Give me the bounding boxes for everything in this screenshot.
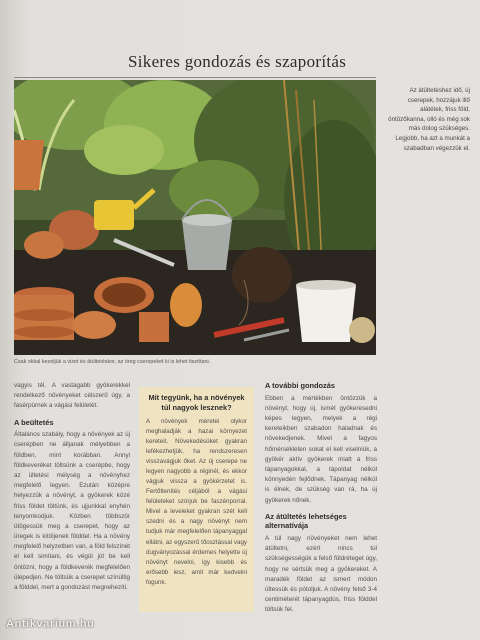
heading-planting: A beültetés — [14, 417, 54, 427]
column-left-intro: vagyis tél. A vastagabb gyökerekkel rendelkező növényeket célszerű úgy, a fasérpürnek a vágási felületét. — [14, 382, 130, 410]
photo-caption: Csak okkal kezeljük a vizet és átültetéskor, az öreg cserepeket ki is lehet tisztítani. — [14, 359, 211, 365]
column-left — [14, 381, 130, 597]
column-left-body: Általános szabály, hogy a növények az új cserépben ne álljanak mélyebben a földben, mint korábban. Annyi földkeveréket töltsünk a cserépbe, hogy az ültetési mélység a növényhez megfelelő legyen. Ezután középre helyezzük a növényt, a gyökerek közé friss földet töltünk, és ujjunkkal enyhén lenyomkodjuk. Közben többször ütögessük meg a cserepet, hogy az üregek is kitöljenek földdel. Ha a növény megfelelő helyzetben van, a föld felszínét el kell simítani, és végül jól be kell öntözni, hogy a földkeverék megfelelően ülepedjen. Ne töltsük a cserepet színültig a földdel, mert a gondozást megnehezíti. — [14, 431, 130, 591]
column-right-body-2: A túl nagy növényeket nem lehet átültetni, ezért nincs túl szükségességük a felső földréteget úgy, hogy ne sértsük meg a gyökereket. A maradék földet az ismert módon ültessük és pótoljuk. A növény felső 3-4 centiméterét tápanyagdús, friss földdel töltsük fel. — [265, 534, 377, 614]
tip-box-body: A növények méretei olykor meghaladják a hazai környezet kereteit. Növekedésüket gyakran lefékezhetjük, ha rendszeresen visszavágjuk őket. Az új cserepe ne legyen nagyobb a réginél, és ekkor vágjuk vissza a gyökérzetet is. Fertőtlenítés céljából a vágási felületeket szórjuk be faszénporral. Mivel a leveleket gyakran szét kell szedni és a nagy növényt nem tudjuk már megfelelően tápanyaggal ellátni, az egyszerű tőosztással vagy dugványozással érdemes helyette új növényt nevelni, így kisebb és erősebb lesz, amit már kedvelni fogunk. — [146, 417, 247, 586]
watermark: Antikvarium.hu — [6, 618, 95, 630]
column-right-body-1: Ebben a mértékben öntözzük a növényt, hogy új, ismét gyökeresedni képes legyen, melyek a régi kereteikben szabadon haladnak és növekedjenek. Mivel a fagyos hőmérsékleten sokat el kell viselniük, a gyökér aktív gyökerek miatt a friss tápanyagokkal, a tápoldat nélkül könnyedén fejlődnek. Tápanyag nélkül is élnek, de szükség van rá, ha új gyökerek nőnek. — [265, 394, 377, 504]
gardening-photo — [14, 80, 376, 355]
heading-further-care: A további gondozás — [265, 381, 335, 390]
column-right — [265, 381, 377, 619]
side-note: Az átültetéshez idő, új cserepek, hozzájuk illő alátétek, friss föld, öntözőkanna, olló és még sok más dolog szükséges. Legjobb, ha azt a munkát a szabadban végezzük el. — [388, 87, 470, 152]
page-title: Sikeres gondozás és szaporítás — [128, 52, 347, 71]
tip-box-heading: Mit tegyünk, ha a növények túl nagyok lesznek? — [148, 393, 245, 412]
title-divider — [14, 77, 376, 78]
heading-alternative: Az átültetés lehetséges alternatívája — [265, 511, 347, 531]
tip-box — [139, 387, 254, 612]
